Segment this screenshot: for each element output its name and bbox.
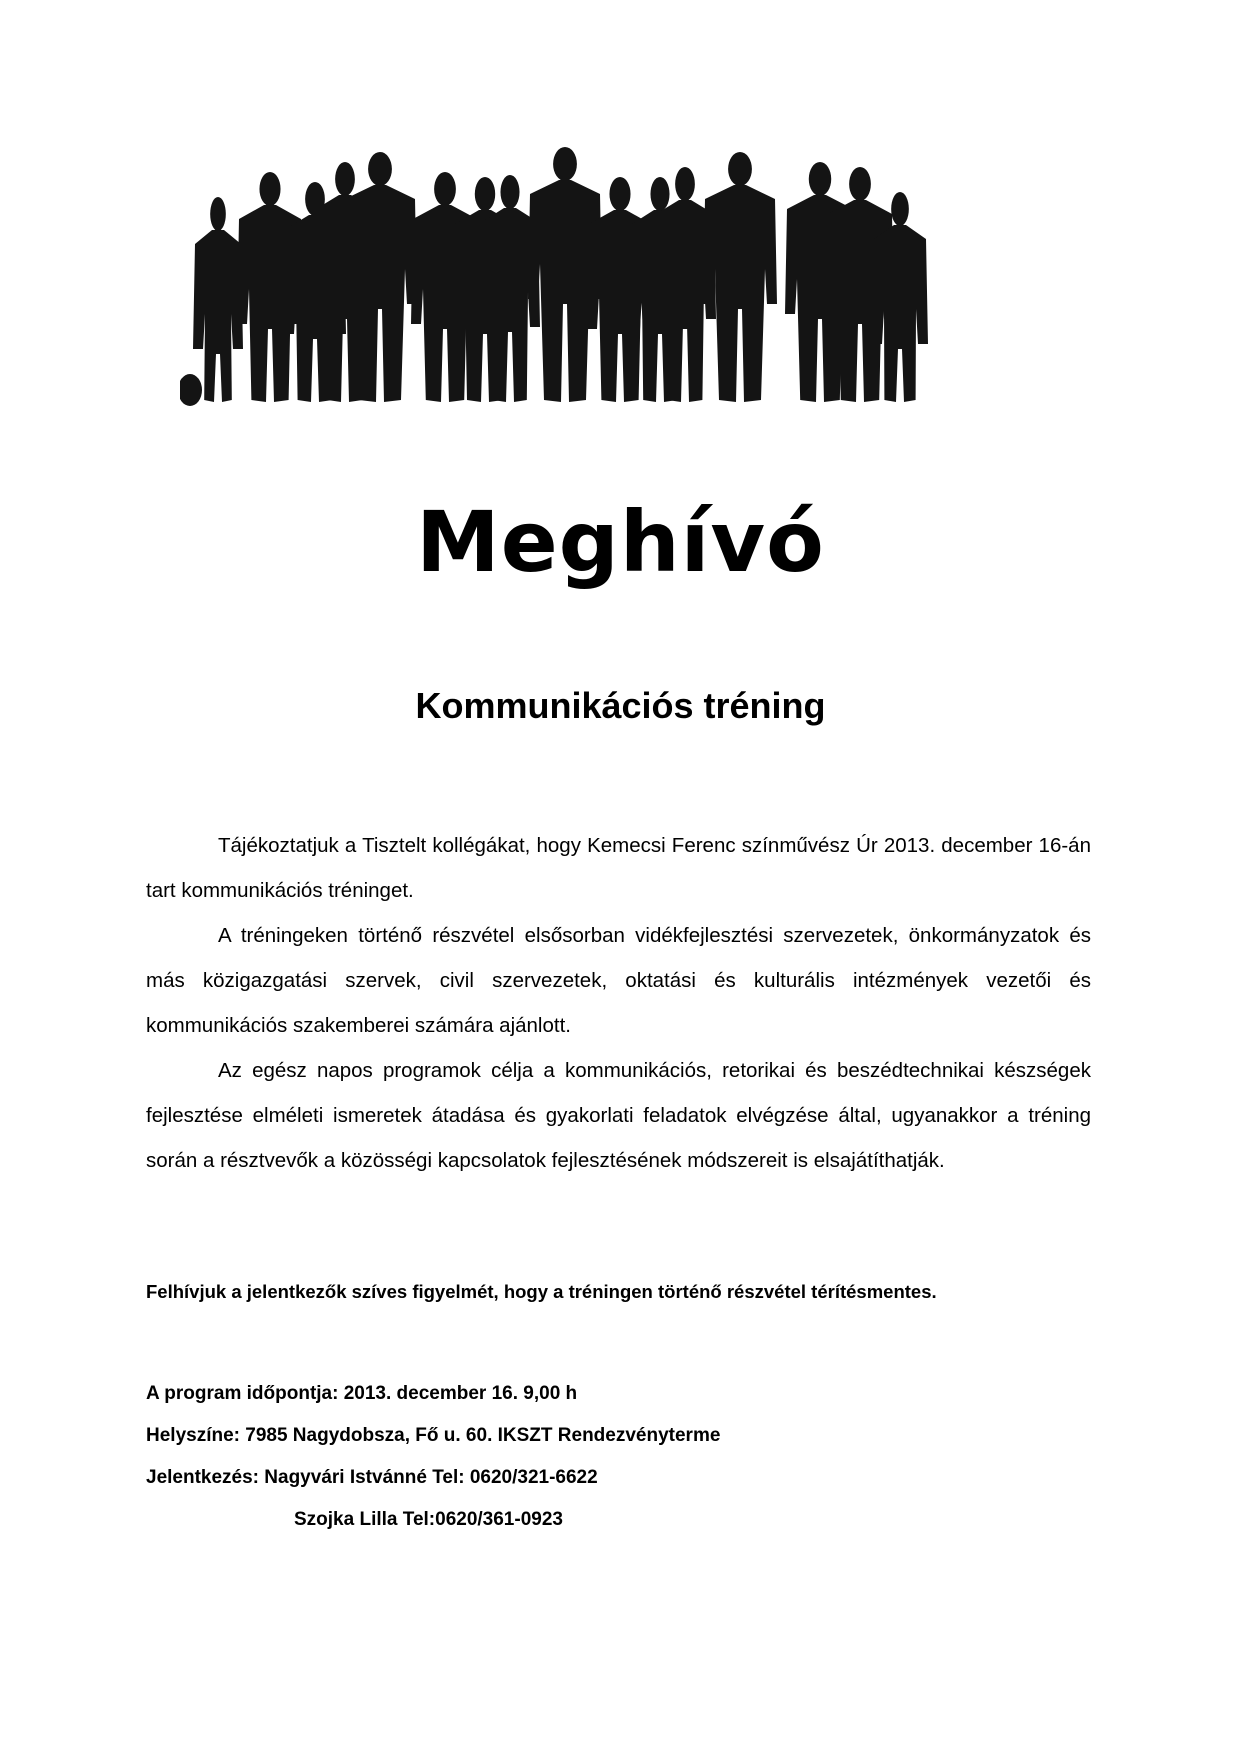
body-text (146, 823, 1091, 1183)
event-details (146, 1373, 720, 1541)
person-head-icon (675, 167, 695, 201)
person-head-icon (553, 147, 577, 181)
person-head-icon (809, 162, 831, 196)
person-head-icon (500, 175, 519, 209)
person-head-icon (210, 197, 226, 231)
event-time: A program időpontja: 2013. december 16. 9,00 h (146, 1383, 578, 1404)
person-head-icon (368, 152, 392, 186)
person-head-icon (650, 177, 669, 211)
crowd-silhouette-image (180, 140, 1060, 410)
person-head-icon (849, 167, 871, 201)
paragraph-goals: Az egész napos programok célja a kommunikációs, retorikai és beszédtechnikai készségek fejlesztése elméleti ismeretek átadása és gyakorlati feladatok elvégzése által, ugyanakkor a tréning során a résztvevők a közösségi kapcsolatok fejlesztésének módszereit is elsajátíthatják. (146, 1059, 1091, 1172)
person-head-icon (475, 177, 495, 211)
paragraph-intro: Tájékoztatjuk a Tisztelt kollégákat, hogy Kemecsi Ferenc színművész Úr 2013. december 16-án tart kommunikációs tréninget. (146, 834, 1091, 902)
person-head-icon (891, 192, 909, 226)
event-location: Helyszíne: 7985 Nagydobsza, Fő u. 60. IKSZT Rendezvényterme (146, 1425, 721, 1446)
person-body-icon (193, 230, 243, 402)
paragraph-audience: A tréningeken történő részvétel elsősorban vidékfejlesztési szervezetek, önkormányzatok és más közigazgatási szervek, civil szervezetek, oktatási és kulturális intézmények vezetői és kommunikációs szakemberei számára ajánlott. (146, 924, 1091, 1037)
registration-contact: Jelentkezés: Nagyvári Istvánné Tel: 0620/321-6622 (146, 1467, 598, 1488)
dog-icon (180, 374, 202, 406)
person-head-icon (728, 152, 752, 186)
page-title: Meghívó (416, 493, 825, 591)
registration-contact-2: Szojka Lilla Tel:0620/361-0923 (294, 1509, 563, 1530)
page-subtitle: Kommunikációs tréning (415, 685, 826, 726)
crowd-silhouette-icon (180, 140, 1060, 410)
person-head-icon (609, 177, 630, 211)
person-head-icon (259, 172, 280, 206)
person-body-icon (872, 225, 928, 402)
person-head-icon (335, 162, 355, 196)
person-head-icon (434, 172, 456, 206)
free-participation-notice: Felhívjuk a jelentkezők szíves figyelmét, hogy a tréningen történő részvétel térítésmentes. (146, 1281, 937, 1302)
